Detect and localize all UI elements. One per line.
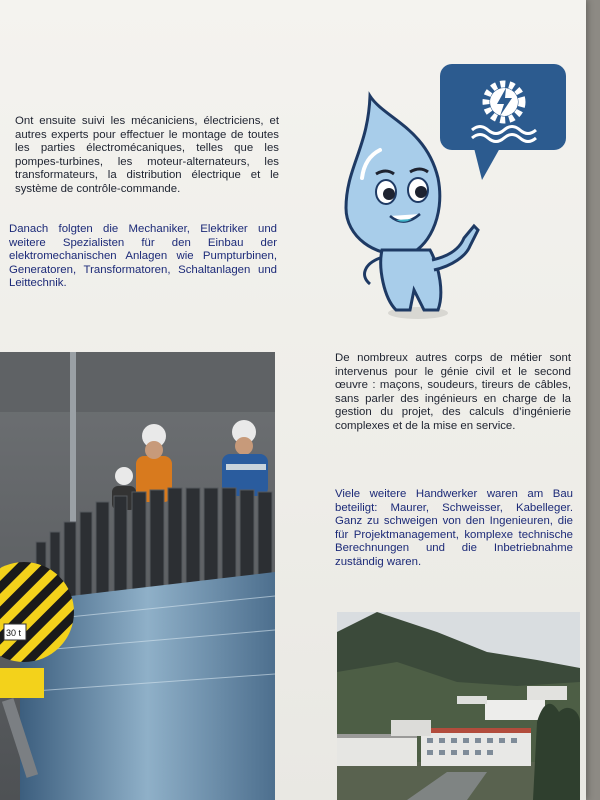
french-paragraph-trades: De nombreux autres corps de métier sont intervenus pour le génie civil et le second œuvre : maçons, soudeurs, tireurs de câbles, sans parler des ingénieurs en charge de la gestion du projet, des calculs d’ingénierie complexes et de la mise en service. <box>335 352 571 432</box>
hook-capacity-label: 30 t <box>6 628 22 638</box>
construction-village-photo <box>337 612 580 800</box>
french-paragraph-installation: Ont ensuite suivi les mécaniciens, électriciens, et autres experts pour effectuer le montage de toutes les parties électromécaniques, telles que les pompes-turbines, les moteur-alternateurs, les transformateurs, la distribution électrique et le système de contrôle-commande. <box>15 115 279 195</box>
speech-bubble <box>440 64 566 180</box>
water-drop-mascot <box>334 58 574 328</box>
german-paragraph-trades: Viele weitere Handwerker waren am Bau beteiligt: Maurer, Schweisser, Kabelleger. Ganz zu schweigen von den Ingenieuren, die für Projektmanagement, komplexe technische Berechnungen und die Inbetriebnahme zuständig waren. <box>335 488 573 568</box>
german-paragraph-installation: Danach folgten die Mechaniker, Elektriker und weitere Spezialisten für den Einbau der elektromechanischen Anlagen wie Pumpturbinen, Generatoren, Transformatoren, Schaltanlagen und Leittechnik. <box>9 223 277 290</box>
workers-turbine-photo <box>0 352 275 800</box>
trees <box>533 704 580 800</box>
